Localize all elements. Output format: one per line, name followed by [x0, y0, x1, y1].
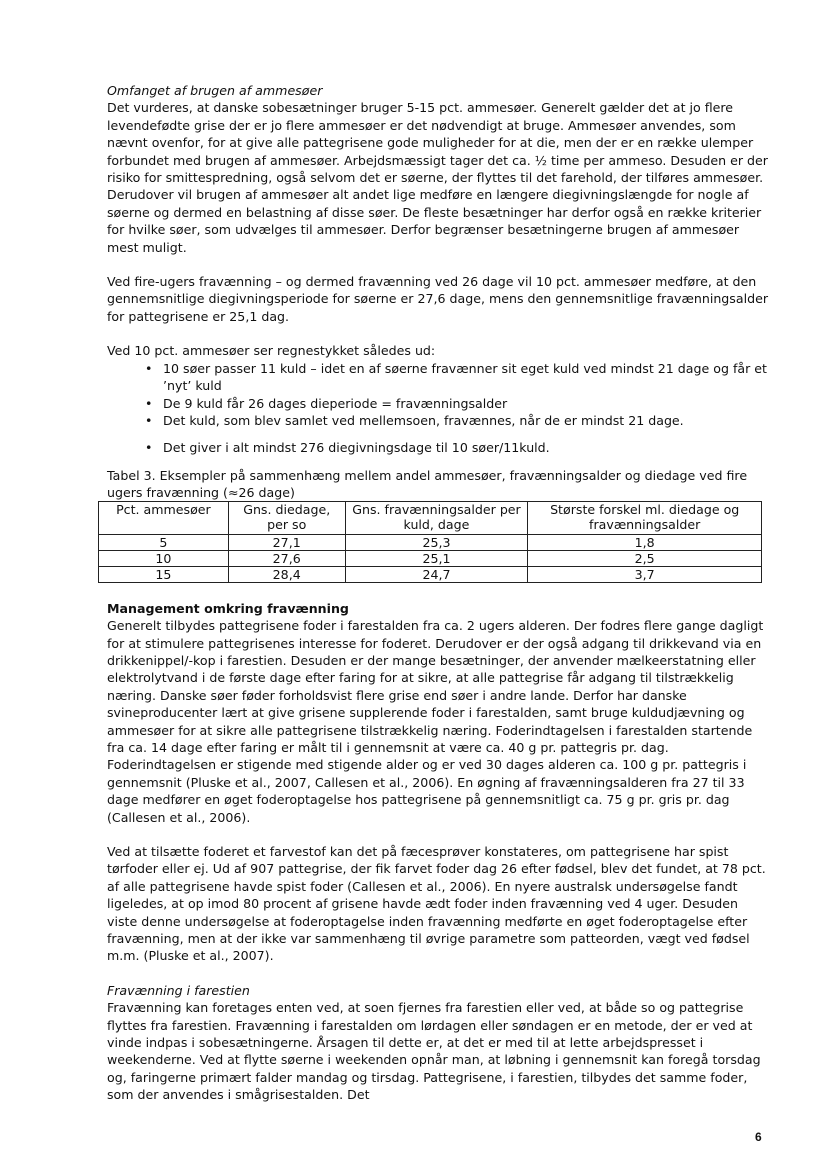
table-row: [99, 566, 762, 582]
paragraph-four-week-weaning: Ved fire-ugers fravænning – og dermed fravænning ved 26 dage vil 10 pct. ammesøer medføre, at den gennemsnitlige diegivningsperiode for søerne er 27,6 dage, mens den gennemsnitlige fravænningsalder for pattegrisene er 25,1 dag.: [107, 274, 768, 324]
table-cell: 2,5: [528, 550, 762, 566]
calculation-result-list: [107, 439, 769, 456]
section-heading-management: Management omkring fravænning: [107, 600, 349, 616]
column-header: Største forskel ml. diedage og fravænningsalder: [528, 501, 762, 534]
table-cell: 27,6: [228, 550, 345, 566]
table-cell: 10: [99, 550, 229, 566]
table-row: [99, 550, 762, 566]
column-header: Gns. fravænningsalder per kuld, dage: [345, 501, 528, 534]
table-header-row: [99, 501, 762, 534]
table-row: [99, 534, 762, 550]
paragraph-calculation-intro: Ved 10 pct. ammesøer ser regnestykket således ud:: [107, 343, 436, 359]
paragraph-weaning-in-pen: Fravænning kan foretages enten ved, at soen fjernes fra farestien eller ved, at både so og pattegrise flyttes fra farestien. Fravænning i farestalden om lørdagen eller søndagen er en metode, der er ved at vinde indpas i sobesætningerne. Årsagen til dette er, at det er med til at lette arbejdspresset i weekenderne. Ved at flytte søerne i weekenden opnår man, at løbning i gennemsnit kan foregå torsdag og, faringerne primært falder mandag og tirsdag. Pattegrisene, i farestien, tilbydes det samme foder, som der anvendes i smågrisestalden. Det: [107, 1000, 761, 1103]
table-cell: 28,4: [228, 566, 345, 582]
document-page: [107, 82, 769, 1104]
table-cell: 5: [99, 534, 229, 550]
table-cell: 15: [99, 566, 229, 582]
bullet-item-result: • Det giver i alt mindst 276 diegivningsdage til 10 søer/11kuld.: [147, 439, 769, 456]
paragraph-feed-management: Generelt tilbydes pattegrisene foder i farestalden fra ca. 2 ugers alderen. Der fodres flere gange dagligt for at stimulere pattegrisenes interesse for foderet. Derudover er der også adgang til drikkevand via en drikkenippel/-kop i farestien. Desuden er der mange besætninger, der anvender mælkeerstatning eller elektrolytvand i de første dage efter faring for at sikre, at alle pattegrise får adgang til tilstrækkelig næring. Danske søer føder forholdsvist flere grise end søer i andre lande. Derfor har danske svineproducenter lært at give grisene supplerende foder i farestalden, samt bruge kuldudjævning og ammesøer for at sikre alle pattegrisene tilstrækkelig næring. Foderindtagelsen i farestalden startende fra ca. 14 dage efter faring er målt til i gennemsnit at være ca. 40 g pr. pattegris pr. dag. Foderindtagelsen er stigende med stigende alder og er ved 30 dages alderen ca. 100 g pr. pattegris i gennemsnit (Pluske et al., 2007, Callesen et al., 2006). En øgning af fravænningsalderen fra 27 til 33 dage medfører en øget foderoptagelse hos pattegrisene på gennemsnitligt ca. 75 g pr. gris pr. dag (Callesen et al., 2006).: [107, 618, 764, 825]
column-header: Gns. diedage, per so: [228, 501, 345, 534]
calculation-bullet-list: [107, 360, 769, 430]
section-heading-ammesoer: Omfanget af brugen af ammesøer: [107, 83, 323, 98]
table-cell: 25,3: [345, 534, 528, 550]
ammesoer-table: [98, 501, 762, 583]
table-cell: 27,1: [228, 534, 345, 550]
column-header: Pct. ammesøer: [99, 501, 229, 534]
page-number: 6: [755, 1130, 762, 1144]
table-cell: 25,1: [345, 550, 528, 566]
paragraph-dye-study: Ved at tilsætte foderet et farvestof kan det på fæcesprøver konstateres, om pattegrisene har spist tørfoder eller ej. Ud af 907 pattegrise, der fik farvet foder dag 26 efter fødsel, blev det fundet, at 78 pct. af alle pattegrisene havde spist foder (Callesen et al., 2006). En nyere australsk undersøgelse fandt ligeledes, at op imod 80 procent af grisene havde ædt foder inden fravænning ved 4 uger. Desuden viste denne undersøgelse at foderoptagelse inden fravænning medførte en øget foderoptagelse efter fravænning, men at der ikke var sammenhæng til øvrige parametre som patteorden, vægt ved fødsel m.m. (Pluske et al., 2007).: [107, 844, 766, 964]
bullet-item: • 10 søer passer 11 kuld – idet en af søerne fravænner sit eget kuld ved mindst 21 dage og får et ’nyt’ kuld: [147, 360, 769, 395]
table-cell: 24,7: [345, 566, 528, 582]
table-cell: 1,8: [528, 534, 762, 550]
section-heading-farestien: Fravænning i farestien: [107, 982, 250, 998]
bullet-item: • De 9 kuld får 26 dages dieperiode = fravænningsalder: [147, 395, 769, 412]
table-caption: Tabel 3. Eksempler på sammenhæng mellem andel ammesøer, fravænningsalder og diedage ved fire ugers fravænning (≈26 dage): [107, 467, 748, 500]
table-cell: 3,7: [528, 566, 762, 582]
bullet-item: • Det kuld, som blev samlet ved mellemsoen, fravænnes, når de er mindst 21 dage.: [147, 412, 769, 429]
paragraph-ammesoer-usage: Det vurderes, at danske sobesætninger bruger 5-15 pct. ammesøer. Generelt gælder det at jo flere levendefødte grise der er jo flere ammesøer er det nødvendigt at bruge. Ammesøer anvendes, som nævnt ovenfor, for at give alle pattegrisene gode muligheder for at die, men der er en række ulemper forbundet med brugen af ammesøer. Arbejdsmæssigt tager det ca. ½ time per ammeso. Desuden er der risiko for smittespredning, også selvom det er søerne, der flyttes til det farehold, der tilføres ammesøer. Derudover vil brugen af ammesøer alt andet lige medføre en længere diegivningslængde for nogle af søerne og dermed en belastning af disse søer. De fleste besætninger har derfor også en række kriterier for hvilke søer, som udvælges til ammesøer. Derfor begrænser besætningerne brugen af ammesøer mest muligt.: [107, 100, 768, 255]
